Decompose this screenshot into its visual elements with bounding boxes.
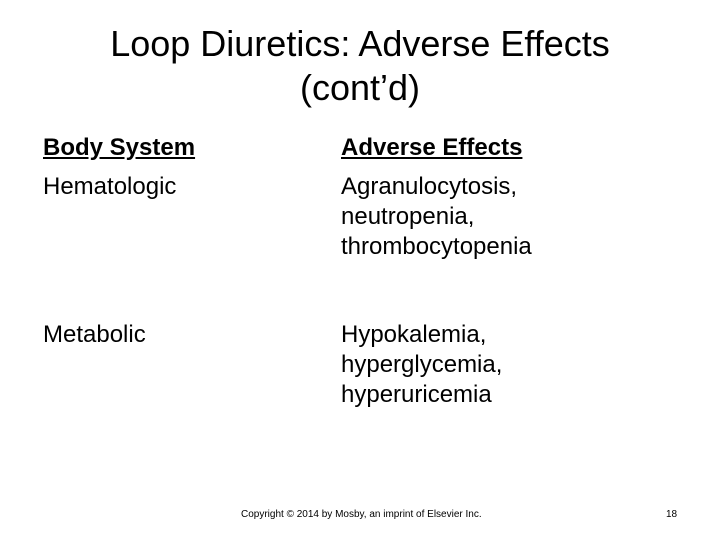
- slide-title-line-2: (cont’d): [299, 67, 421, 108]
- slide-title-line-1: Loop Diuretics: Adverse Effects: [110, 23, 610, 64]
- slide-title: [40, 22, 680, 110]
- row-1-effect-line-2: neutropenia,: [341, 203, 475, 230]
- column-header-adverse-effects: Adverse Effects: [341, 134, 523, 161]
- row-1-effect-line-3: thrombocytopenia: [341, 233, 532, 260]
- row-1-body-system: Hematologic: [43, 173, 177, 200]
- row-2-effect-line-3: hyperuricemia: [341, 381, 492, 408]
- row-2-adverse-effects: [341, 320, 681, 410]
- row-1-effect-line-1: Agranulocytosis,: [341, 173, 518, 200]
- row-2-effect-line-2: hyperglycemia,: [341, 351, 503, 378]
- row-2-effect-line-1: Hypokalemia,: [341, 321, 487, 348]
- column-header-body-system: Body System: [43, 134, 196, 161]
- page-number: 18: [666, 509, 678, 520]
- row-2-body-system: Metabolic: [43, 321, 146, 348]
- copyright-footer: Copyright © 2014 by Mosby, an imprint of Elsevier Inc.: [241, 509, 482, 520]
- row-1-adverse-effects: [341, 172, 681, 262]
